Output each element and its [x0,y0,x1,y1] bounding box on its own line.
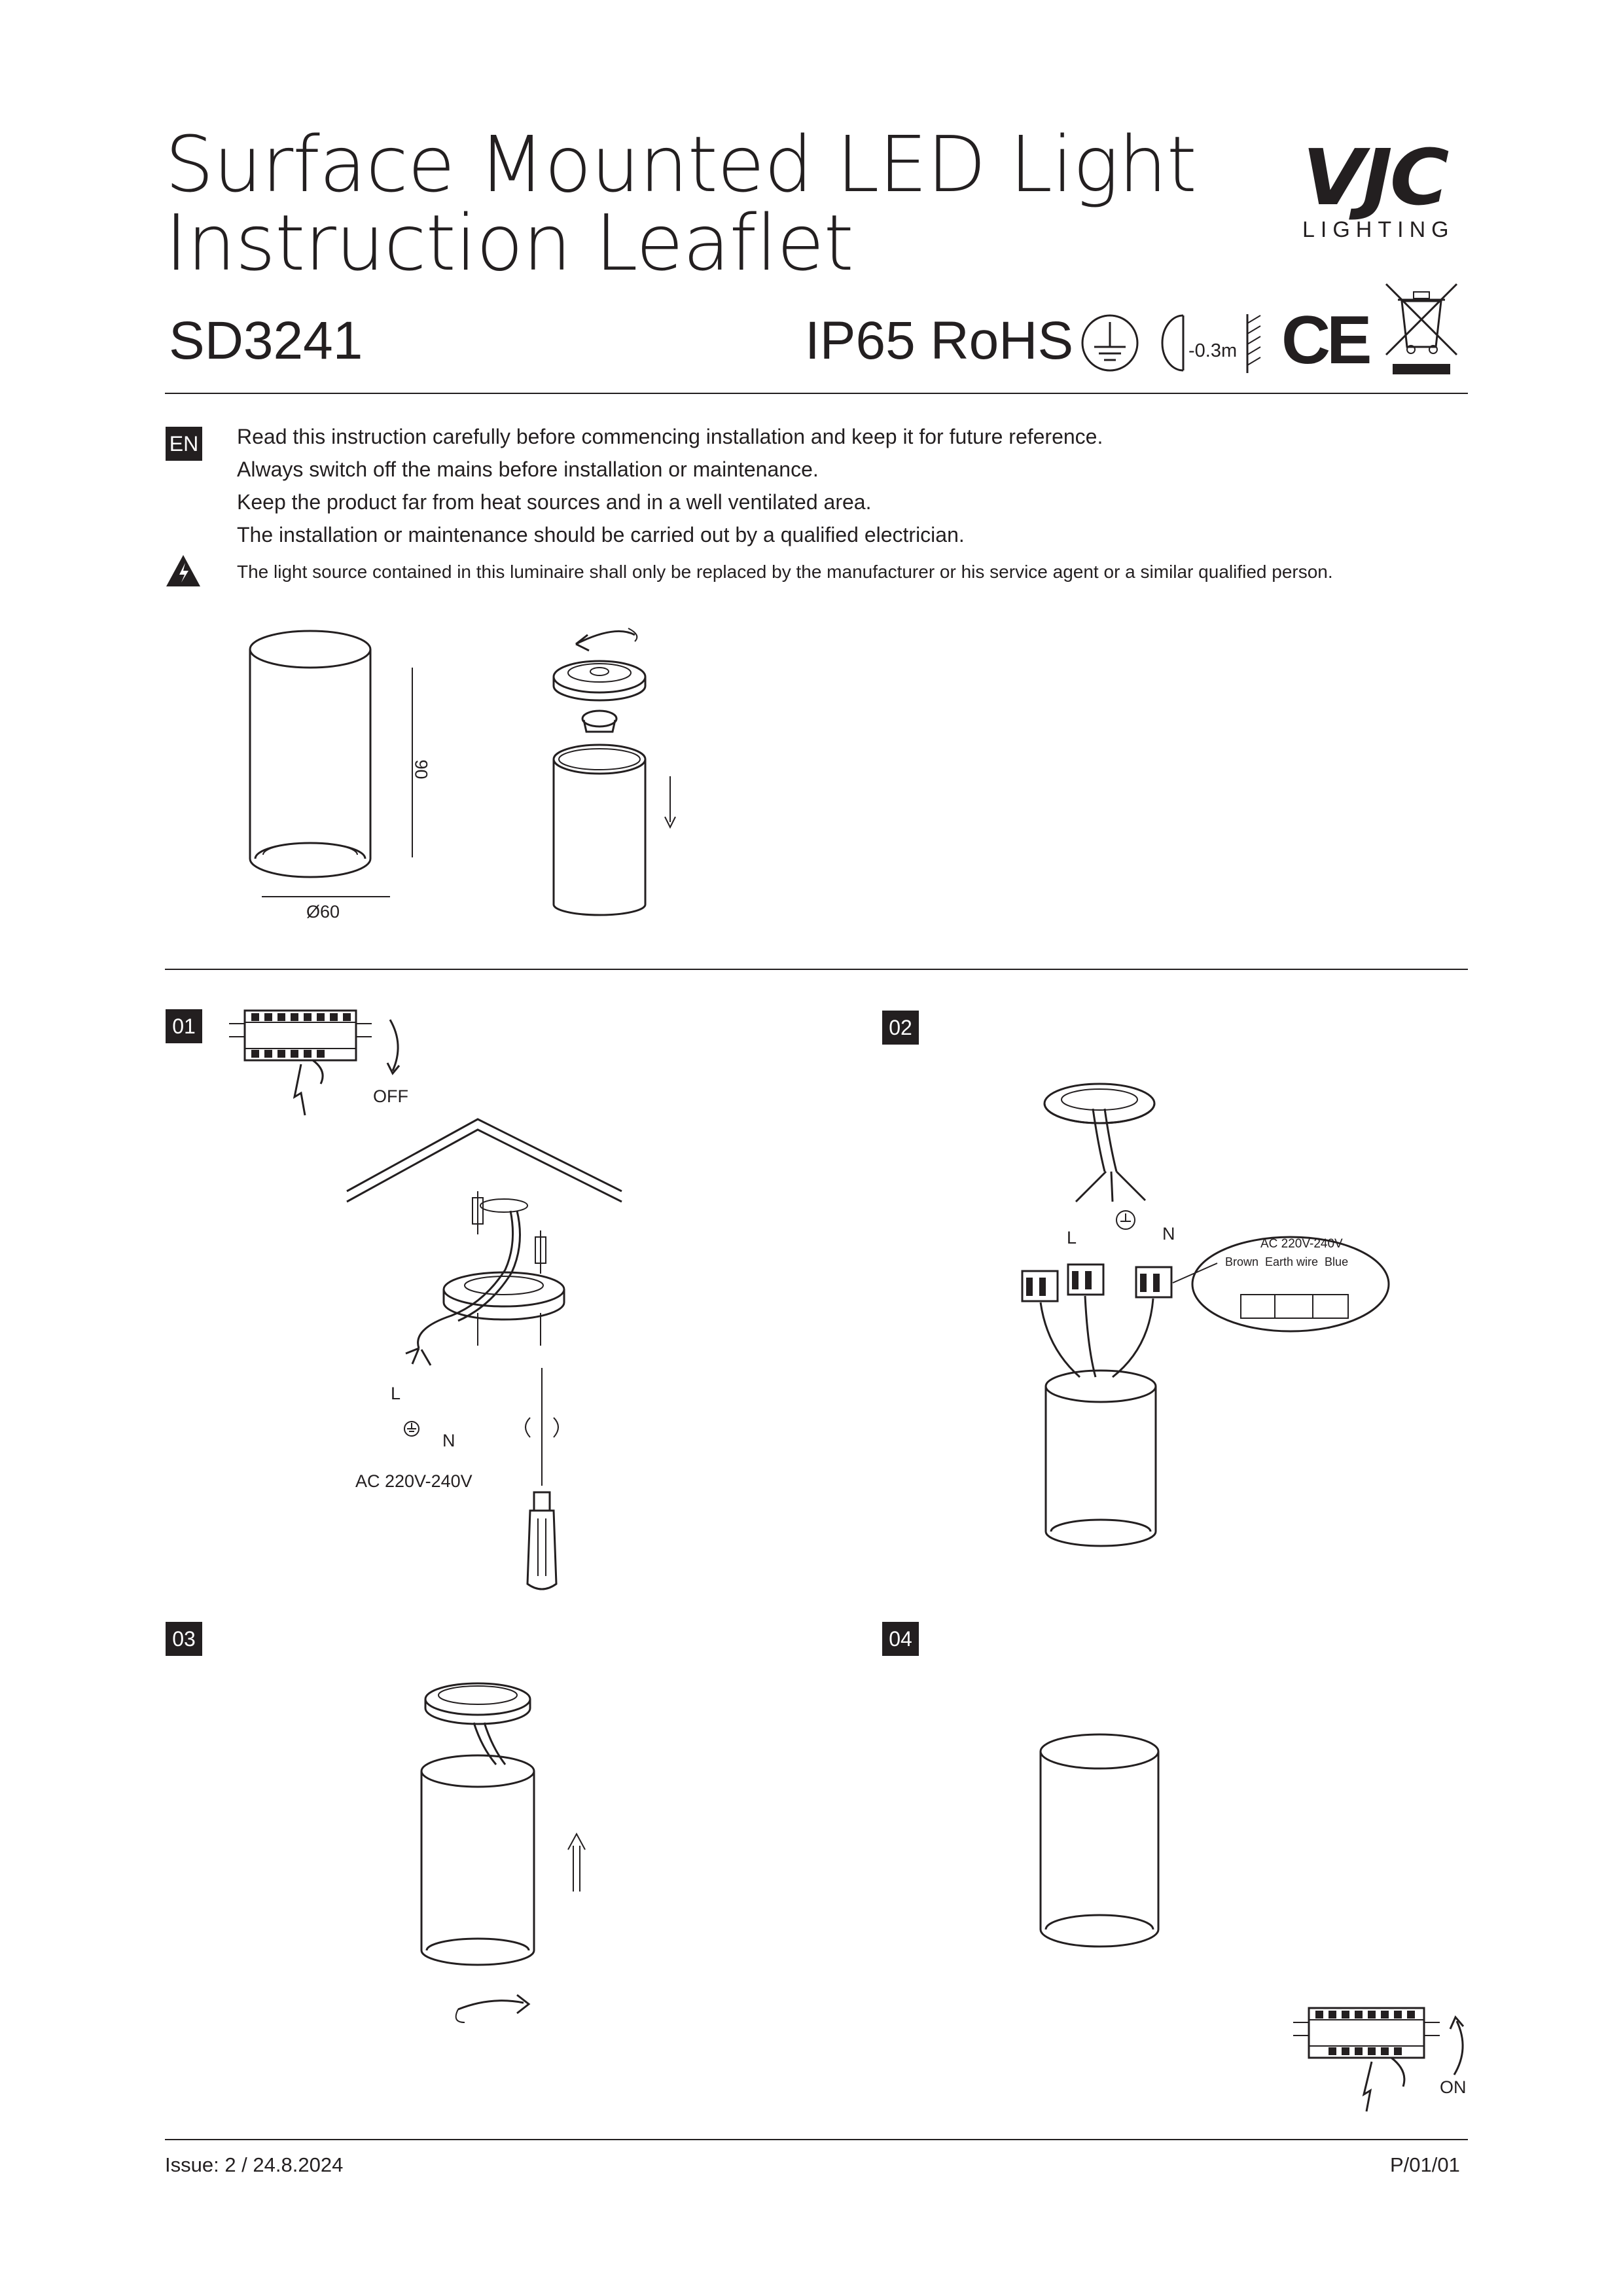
live-label: L [391,1384,401,1403]
supply-label: AC 220V-240V [1260,1237,1343,1251]
step-number: 01 [166,1009,202,1043]
live-label: L [1067,1228,1077,1247]
instruction-line: Keep the product far from heat sources and in a well ventilated area. [237,490,872,514]
exploded-view-drawing [543,622,694,910]
brand-logo [1302,132,1472,242]
cylinder-attach-drawing [419,1682,609,2029]
section-divider [165,969,1468,970]
on-label: ON [1440,2077,1467,2097]
warning-text: The light source contained in this luminaire shall only be replaced by the manufacturer or his service agent or a similar qualified person. [237,562,1333,582]
off-label: OFF [373,1086,408,1106]
title-line-2: Instruction Leaflet [165,198,853,288]
wiring-connection-drawing [1021,1073,1400,1545]
language-badge: EN [166,427,202,461]
earth-terminal-icon [402,1419,421,1439]
step-number: 03 [166,1622,202,1656]
lamp-distance-icon [1161,313,1187,373]
distance-label: -0.3m [1188,340,1238,361]
step-number: 04 [882,1622,919,1656]
ratings-text: IP65 RoHS [805,311,1074,370]
ceiling-mounting-drawing [340,1113,635,1597]
footer-divider [165,2139,1468,2140]
surface-hatch-icon [1243,313,1263,374]
instruction-line: Always switch off the mains before installation or maintenance. [237,457,819,481]
supply-label: AC 220V-240V [355,1471,473,1491]
header-divider [165,393,1468,394]
diameter-dimension: Ø60 [306,902,340,922]
step-number: 02 [882,1011,919,1045]
installed-light-drawing [1037,1733,1168,1956]
brand-name: VJC [1302,132,1447,223]
earth-class-icon [1079,312,1141,374]
instruction-line: Read this instruction carefully before commencing installation and keep it for future reference. [237,425,1103,448]
page-number: P/01/01 [1390,2153,1460,2176]
warning-icon [165,554,202,588]
title-line-1: Surface Mounted LED Light [165,119,1196,209]
height-dimension: 90 [411,759,431,780]
neutral-label: N [442,1431,455,1450]
model-number: SD3241 [169,311,363,370]
neutral-label: N [1162,1224,1175,1244]
issue-info: Issue: 2 / 24.8.2024 [165,2153,344,2176]
brand-tagline: LIGHTING [1302,217,1455,242]
instruction-line: The installation or maintenance should be carried out by a qualified electrician. [237,523,965,547]
weee-bin-icon [1382,281,1461,380]
ce-mark: CE [1281,302,1368,378]
terminal-labels: Brown Earth wire Blue [1225,1255,1349,1268]
